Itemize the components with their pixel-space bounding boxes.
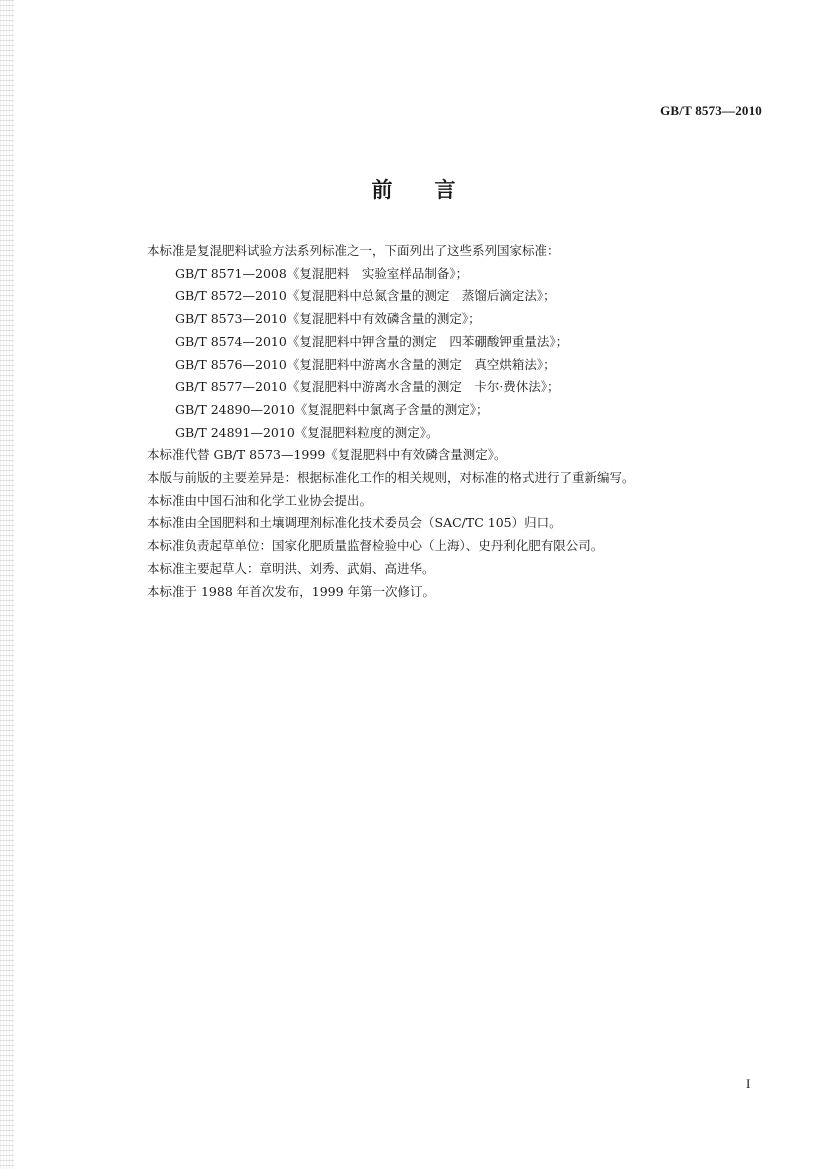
changes-paragraph: 本版与前版的主要差异是：根据标准化工作的相关规则，对标准的格式进行了重新编写。 (147, 470, 635, 486)
committee-paragraph: 本标准由全国肥料和土壤调理剂标准化技术委员会（SAC/TC 105）归口。 (147, 515, 562, 531)
series-standard-item: GB/T 24890—2010《复混肥料中氯离子含量的测定》； (175, 401, 489, 417)
series-standard-item: GB/T 24891—2010《复混肥料粒度的测定》。 (175, 424, 439, 440)
foreword-body (147, 240, 767, 603)
drafters-paragraph: 本标准主要起草人：章明洪、刘秀、武娟、高进华。 (147, 560, 435, 576)
page-number: I (746, 1076, 751, 1091)
replacement-paragraph: 本标准代替 GB/T 8573—1999《复混肥料中有效磷含量测定》。 (147, 447, 507, 463)
history-paragraph: 本标准于 1988 年首次发布，1999 年第一次修订。 (147, 583, 436, 599)
standard-number: GB/T 8573—2010 (660, 103, 762, 118)
intro-paragraph: 本标准是复混肥料试验方法系列标准之一，下面列出了这些系列国家标准： (147, 243, 560, 258)
series-standard-item: GB/T 8576—2010《复混肥料中游离水含量的测定 真空烘箱法》； (175, 356, 556, 372)
series-standard-item: GB/T 8573—2010《复混肥料中有效磷含量的测定》； (175, 311, 481, 327)
series-standard-item: GB/T 8572—2010《复混肥料中总氮含量的测定 蒸馏后滴定法》； (175, 288, 556, 304)
series-standard-item: GB/T 8571—2008《复混肥料 实验室样品制备》； (175, 265, 469, 281)
series-standard-item: GB/T 8574—2010《复混肥料中钾含量的测定 四苯硼酸钾重量法》； (175, 333, 569, 349)
series-standard-item: GB/T 8577—2010《复混肥料中游离水含量的测定 卡尔·费休法》； (175, 379, 560, 395)
drafting-units-paragraph: 本标准负责起草单位：国家化肥质量监督检验中心（上海）、史丹利化肥有限公司。 (147, 538, 604, 554)
page-title: 前言 (371, 177, 498, 202)
proposer-paragraph: 本标准由中国石油和化学工业协会提出。 (147, 492, 373, 508)
